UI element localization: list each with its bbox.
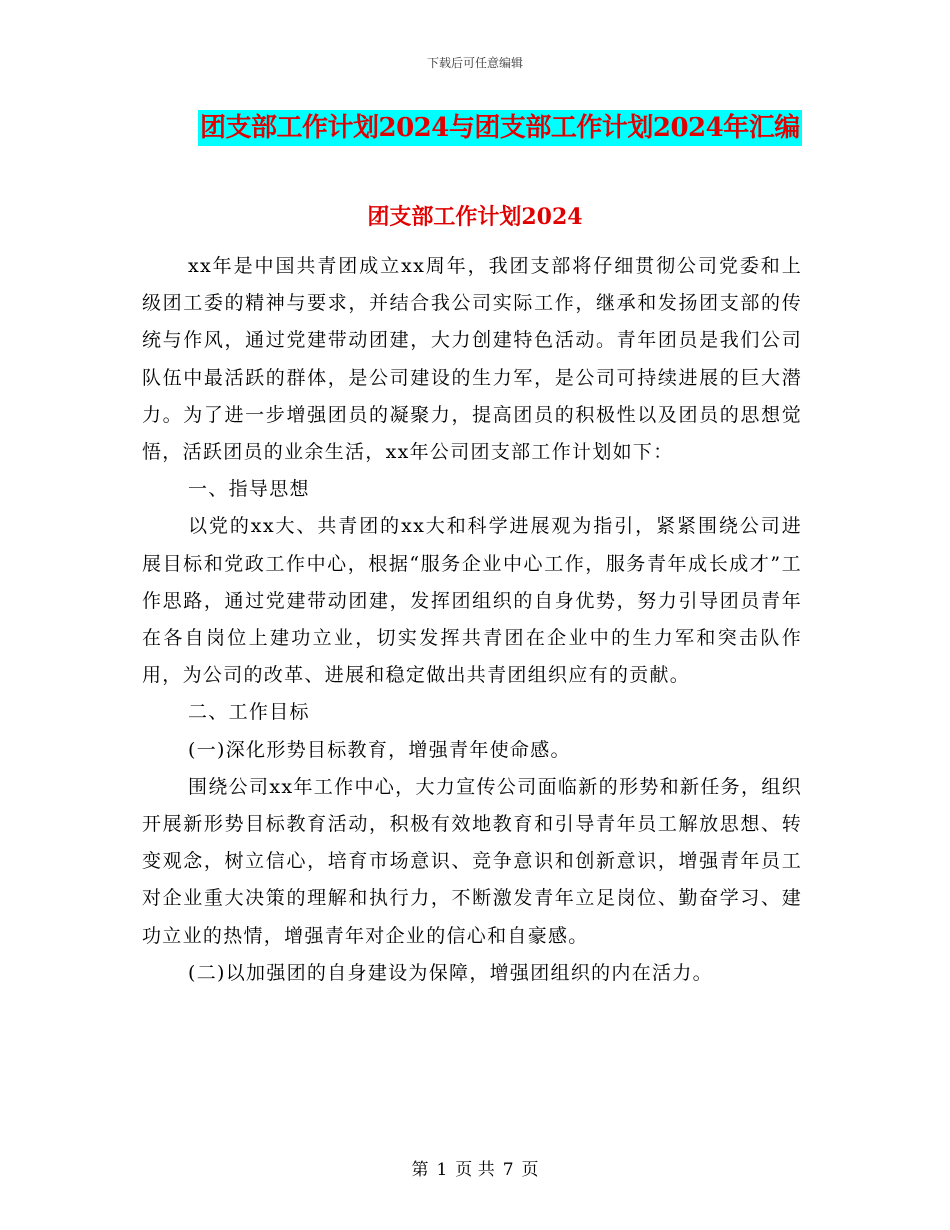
- footer-suffix: 页: [521, 1160, 539, 1180]
- page-footer: [0, 1155, 950, 1180]
- heading-work-goals: 二、工作目标: [188, 701, 310, 724]
- footer-page-number: 1: [436, 1160, 448, 1180]
- paragraph-guiding-ideology: 以党的xx大、共青团的xx大和科学进展观为指引，紧紧围绕公司进展目标和党政工作中心，根据“服务企业中心工作，服务青年成长成才”工作思路，通过党建带动团建，发挥团组织的自身优势，努力引导团员青年在各自岗位上建功立业，切实发挥共青团在企业中的生力军和突击队作用，为公司的改革、进展和稳定做出共青团组织应有的贡献。: [142, 515, 802, 687]
- subheading-goal-1: (一)深化形势目标教育，增强青年使命感。: [188, 738, 571, 761]
- section-title: 团支部工作计划2024: [367, 204, 583, 230]
- subheading-goal-2: (二)以加强团的自身建设为保障，增强团组织的内在活力。: [188, 961, 713, 984]
- paragraph-intro: xx年是中国共青团成立xx周年，我团支部将仔细贯彻公司党委和上级团工委的精神与要求，并结合我公司实际工作，继承和发扬团支部的传统与作风，通过党建带动团建，大力创建特色活动。青年团员是我们公司队伍中最活跃的群体，是公司建设的生力军，是公司可持续进展的巨大潜力。为了进一步增强团员的凝聚力，提高团员的积极性以及团员的思想觉悟，活跃团员的业余生活，xx年公司团支部工作计划如下：: [142, 255, 802, 464]
- footer-middle: 页 共: [455, 1160, 495, 1180]
- main-title: 团支部工作计划2024与团支部工作计划2024年汇编: [198, 110, 802, 146]
- header-note: 下载后可任意编辑: [426, 56, 523, 70]
- heading-guiding-ideology: 一、指导思想: [188, 478, 310, 501]
- footer-prefix: 第: [411, 1160, 429, 1180]
- document-body: [142, 248, 802, 992]
- footer-total-pages: 7: [502, 1160, 514, 1180]
- paragraph-goal-1: 围绕公司xx年工作中心，大力宣传公司面临新的形势和新任务，组织开展新形势目标教育活动，积极有效地教育和引导青年员工解放思想、转变观念，树立信心，培育市场意识、竞争意识和创新意识，增强青年员工对企业重大决策的理解和执行力，不断激发青年立足岗位、勤奋学习、建功立业的热情，增强青年对企业的信心和自豪感。: [142, 775, 802, 947]
